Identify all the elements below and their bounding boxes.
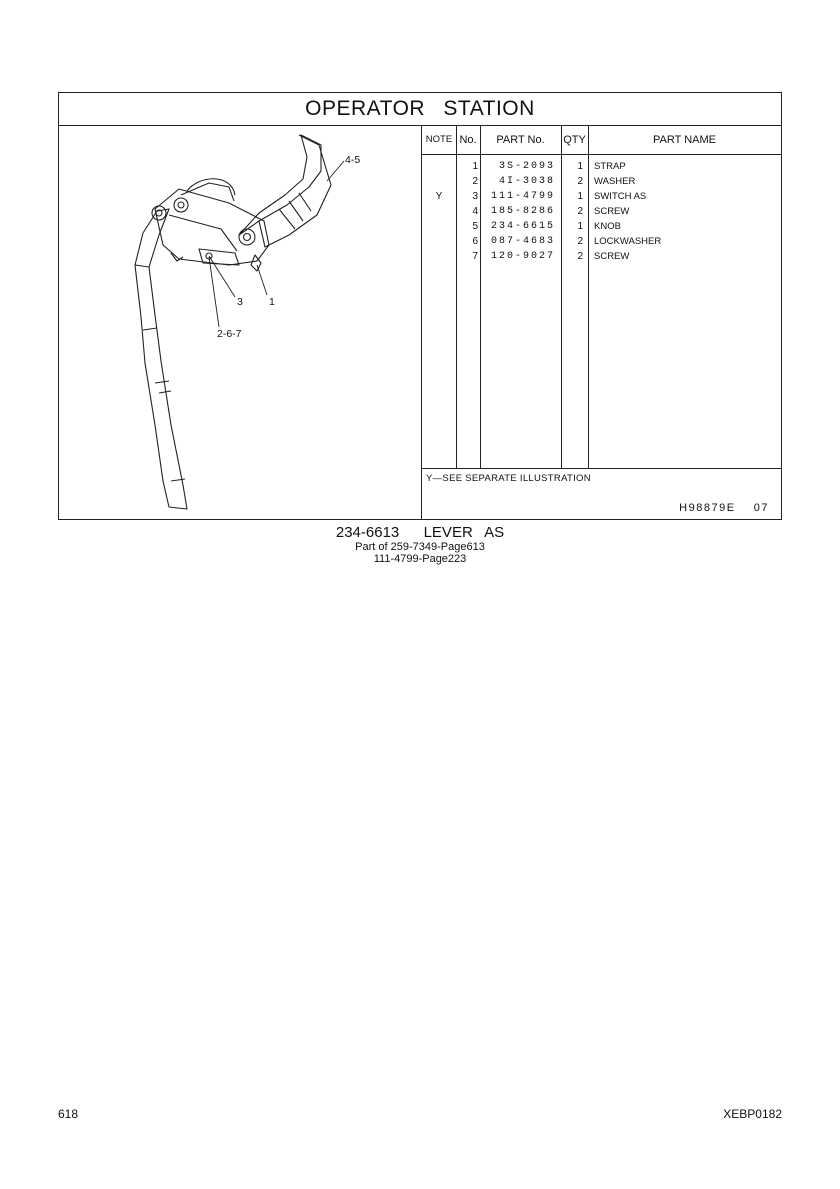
parts-frame xyxy=(58,92,782,520)
lever-shaft xyxy=(135,265,187,509)
section-title: OPERATOR STATION xyxy=(59,93,781,126)
table-row: 2 4I-3038 2 WASHER xyxy=(472,176,636,187)
pedal-handle xyxy=(239,135,321,235)
header-note: NOTE xyxy=(425,134,453,145)
callout-4-5: 4-5 xyxy=(345,154,361,166)
separate-illustration-note: Y—SEE SEPARATE ILLUSTRATION xyxy=(426,473,591,484)
table-row: 7 120-9027 2 SCREW xyxy=(472,251,630,262)
illustration-code: H98879E 07 xyxy=(679,502,769,514)
header-no: No. xyxy=(459,133,477,146)
lever-assembly-drawing xyxy=(59,125,420,519)
parts-illustration xyxy=(59,125,422,519)
parent-reference-1: Part of 259-7349-Page613 xyxy=(355,541,485,553)
parent-reference-2: 111-4799-Page223 xyxy=(373,553,467,565)
callout-1: 1 xyxy=(269,296,275,308)
page-number: 618 xyxy=(58,1107,79,1121)
table-row: Y 3 111-4799 1 SWITCH AS xyxy=(435,191,647,202)
callout-2-6-7: 2-6-7 xyxy=(217,328,242,340)
table-row: 1 3S-2093 1 STRAP xyxy=(472,161,626,172)
table-row: 5 234-6615 1 KNOB xyxy=(472,221,621,232)
header-part-no: PART No. xyxy=(496,133,545,146)
table-row: 4 185-8286 2 SCREW xyxy=(472,206,630,217)
table-row: 6 087-4683 2 LOCKWASHER xyxy=(472,236,662,247)
switch-body xyxy=(199,249,239,265)
assembly-title: 234-6613 LEVER AS xyxy=(335,524,505,541)
header-part-name: PART NAME xyxy=(653,133,716,146)
parts-table xyxy=(422,125,781,469)
document-code: XEBP0182 xyxy=(723,1107,782,1121)
callout-3: 3 xyxy=(237,296,243,308)
header-qty: QTY xyxy=(563,133,586,146)
